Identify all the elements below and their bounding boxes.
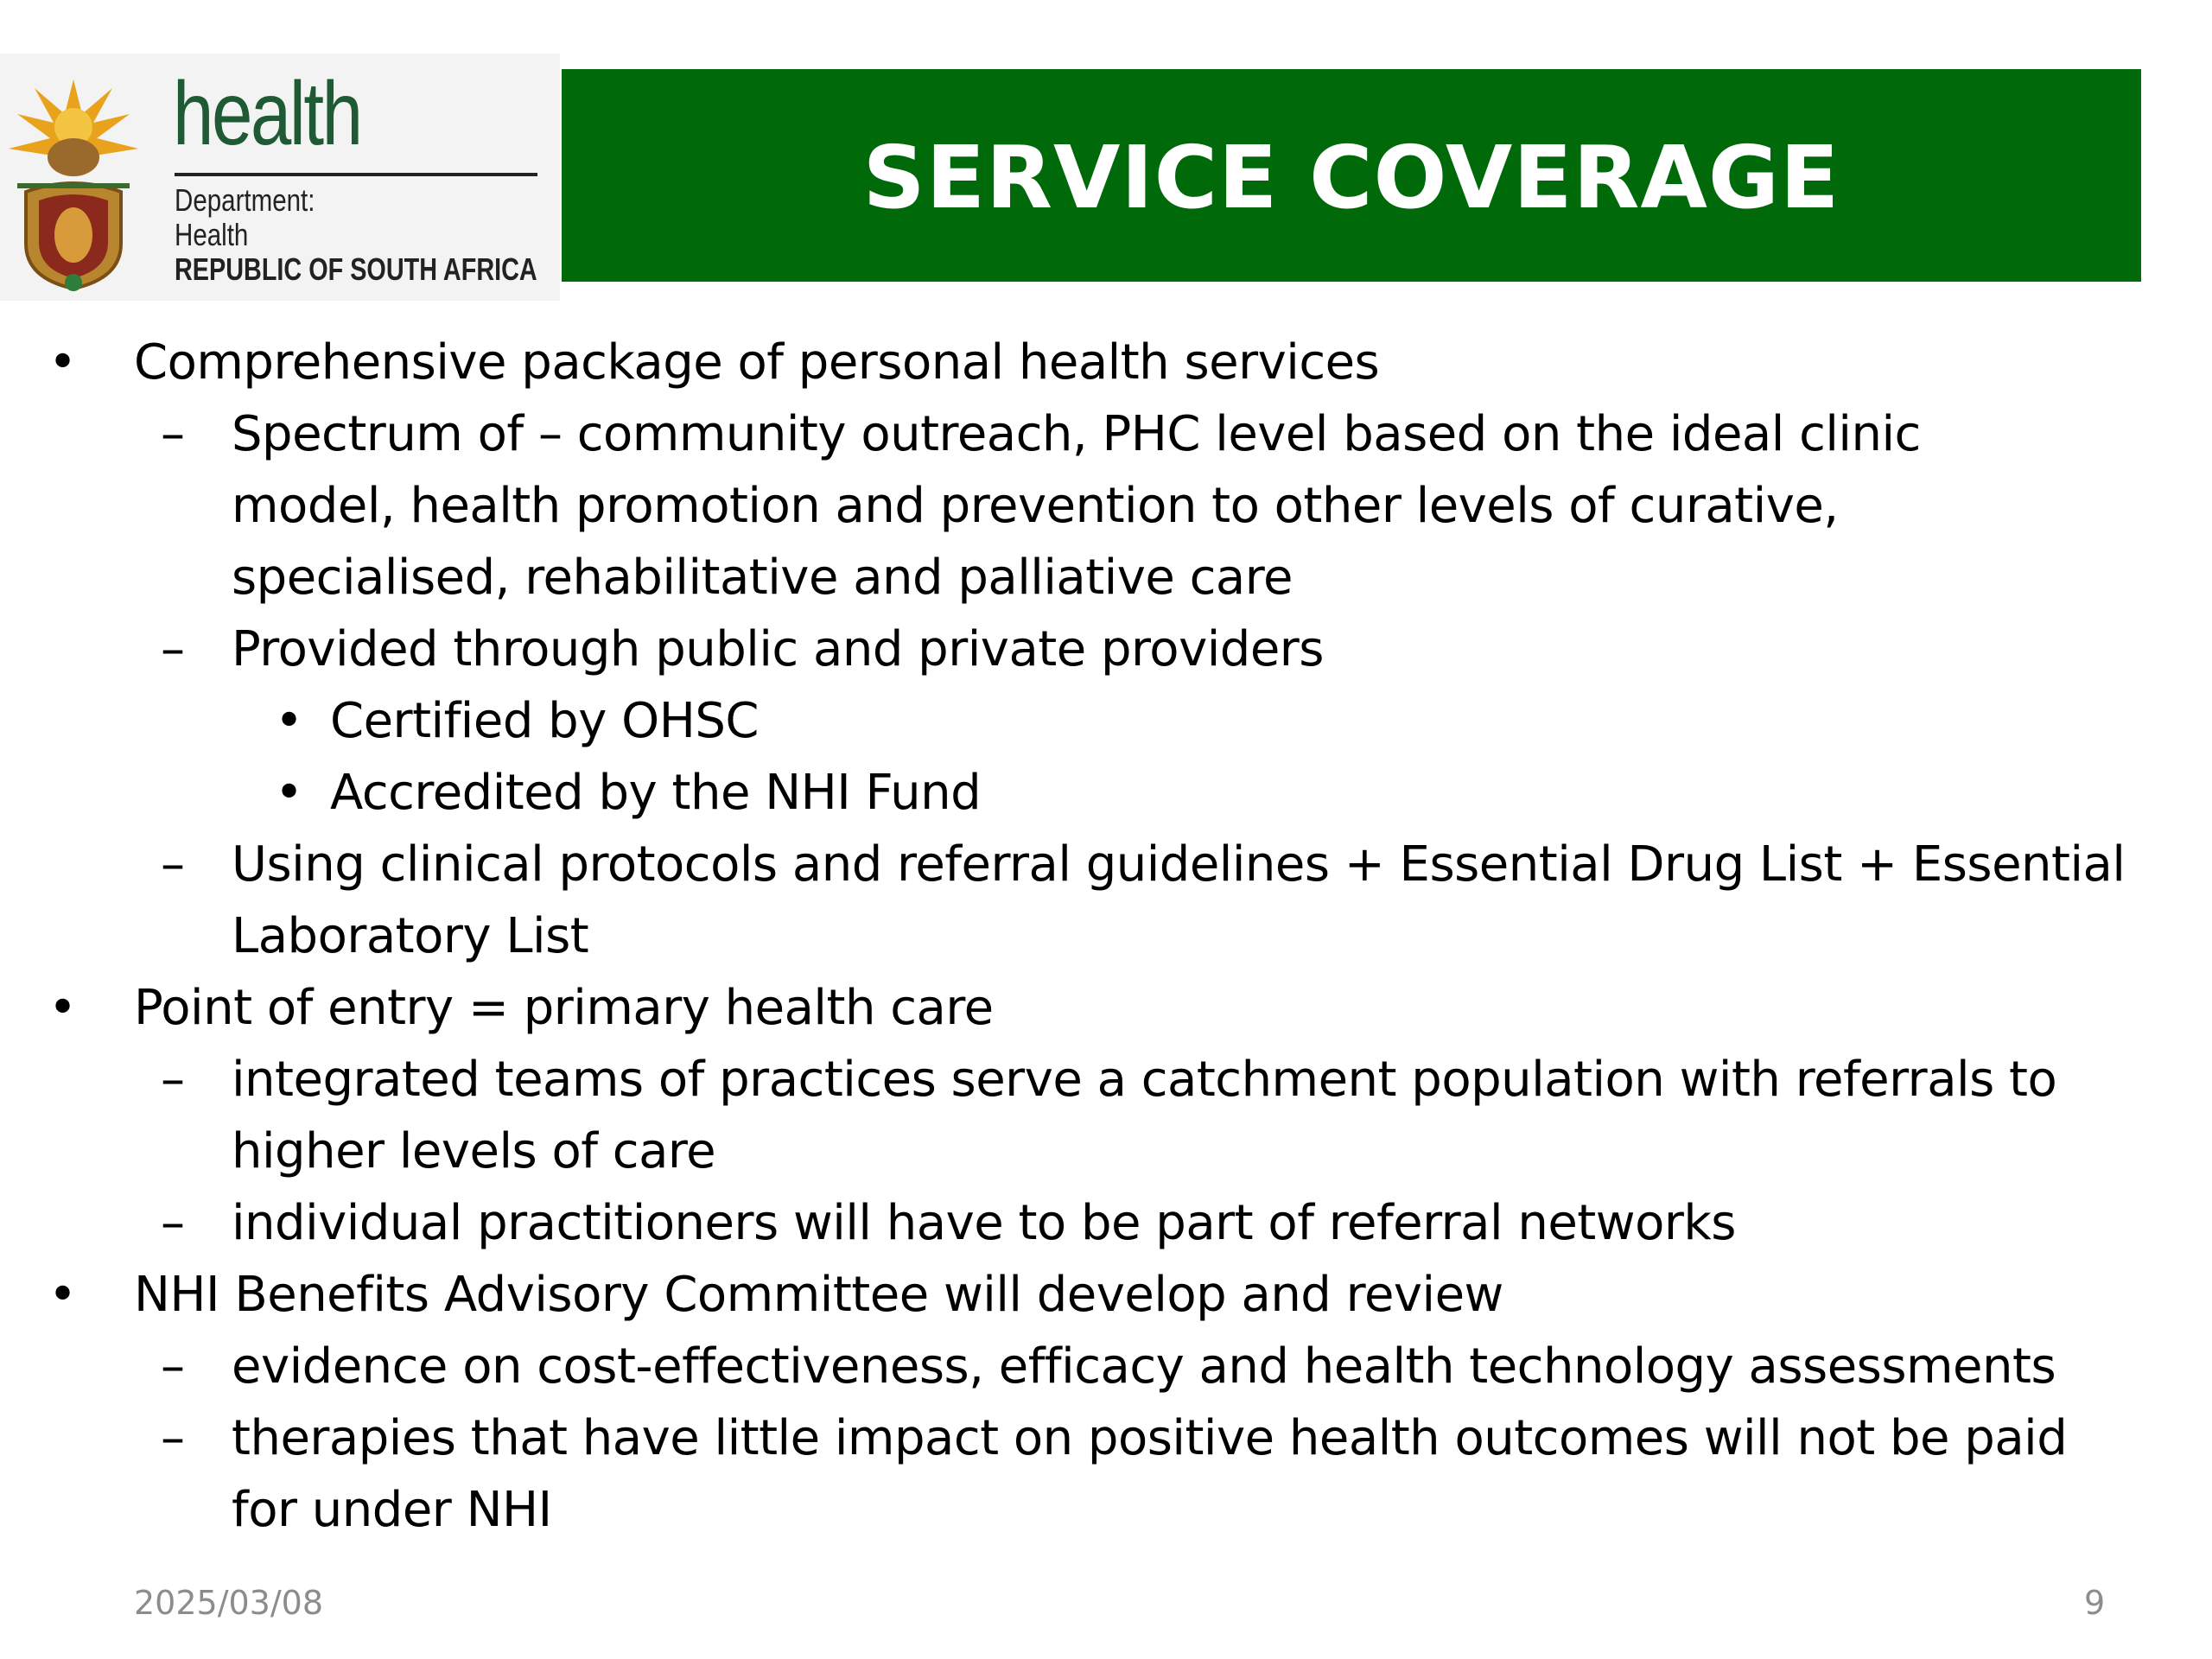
logo-country-label: REPUBLIC OF SOUTH AFRICA	[175, 251, 537, 287]
bullet-item	[0, 1259, 2212, 1331]
sub-bullet-text: Provided through public and private providers	[232, 621, 1324, 677]
sub-sub-bullet-text: Certified by OHSC	[330, 693, 759, 749]
bullet-marker: •	[48, 980, 77, 1036]
sub-bullet-item	[0, 1187, 2212, 1259]
title-bar	[562, 69, 2141, 282]
dash-marker: –	[161, 1195, 185, 1251]
sub-bullet-text: therapies that have little impact on positive health outcomes will not be paid	[232, 1410, 2068, 1466]
sub-bullet-continuation	[0, 1474, 2212, 1546]
bullet-marker: •	[48, 1267, 77, 1323]
logo-divider	[175, 173, 537, 176]
dash-marker: –	[161, 836, 185, 893]
sub-bullet-text: integrated teams of practices serve a catchment population with referrals to	[232, 1052, 2057, 1108]
sub-bullet-item	[0, 1402, 2212, 1474]
sub-bullet-text: specialised, rehabilitative and palliative care	[232, 550, 1293, 606]
sub-bullet-continuation	[0, 1116, 2212, 1187]
logo-department-label: Department:	[175, 182, 315, 218]
sub-bullet-text: for under NHI	[232, 1482, 552, 1538]
dash-marker: –	[161, 1338, 185, 1395]
logo-wordmark: health	[173, 64, 361, 164]
sub-bullet-item	[0, 1331, 2212, 1402]
bullet-marker: •	[275, 765, 303, 821]
bullet-item	[0, 972, 2212, 1044]
bullet-marker: •	[275, 693, 303, 749]
dash-marker: –	[161, 1410, 185, 1466]
sub-bullet-continuation	[0, 470, 2212, 542]
coat-of-arms-icon	[0, 62, 147, 296]
bullet-text: Comprehensive package of personal health services	[134, 334, 1380, 391]
sub-bullet-continuation	[0, 900, 2212, 972]
sub-bullet-text: Spectrum of – community outreach, PHC level based on the ideal clinic	[232, 406, 1921, 462]
bullet-text: NHI Benefits Advisory Committee will develop and review	[134, 1267, 1503, 1323]
dash-marker: –	[161, 621, 185, 677]
sub-bullet-item	[0, 613, 2212, 685]
sub-bullet-text: Using clinical protocols and referral guidelines + Essential Drug List + Essential	[232, 836, 2126, 893]
bullet-text: Point of entry = primary health care	[134, 980, 994, 1036]
logo-health-label: Health	[175, 217, 249, 252]
sub-bullet-text: Laboratory List	[232, 908, 589, 964]
sub-bullet-text: higher levels of care	[232, 1123, 716, 1179]
sub-bullet-text: individual practitioners will have to be part of referral networks	[232, 1195, 1736, 1251]
sub-bullet-text: model, health promotion and prevention to other levels of curative,	[232, 478, 1839, 534]
sub-sub-bullet-item	[0, 757, 2212, 829]
department-logo	[0, 54, 560, 301]
slide-title: SERVICE COVERAGE	[862, 126, 1840, 228]
page-number: 9	[2084, 1584, 2106, 1622]
sub-bullet-item	[0, 829, 2212, 900]
sub-sub-bullet-text: Accredited by the NHI Fund	[330, 765, 982, 821]
sub-sub-bullet-item	[0, 685, 2212, 757]
bullet-marker: •	[48, 334, 77, 391]
dash-marker: –	[161, 1052, 185, 1108]
sub-bullet-item	[0, 398, 2212, 470]
sub-bullet-text: evidence on cost-effectiveness, efficacy and health technology assessments	[232, 1338, 2056, 1395]
bullet-list	[0, 327, 2212, 1546]
sub-bullet-continuation	[0, 542, 2212, 613]
sub-bullet-item	[0, 1044, 2212, 1116]
footer-date: 2025/03/08	[134, 1584, 324, 1622]
dash-marker: –	[161, 406, 185, 462]
bullet-item	[0, 327, 2212, 398]
